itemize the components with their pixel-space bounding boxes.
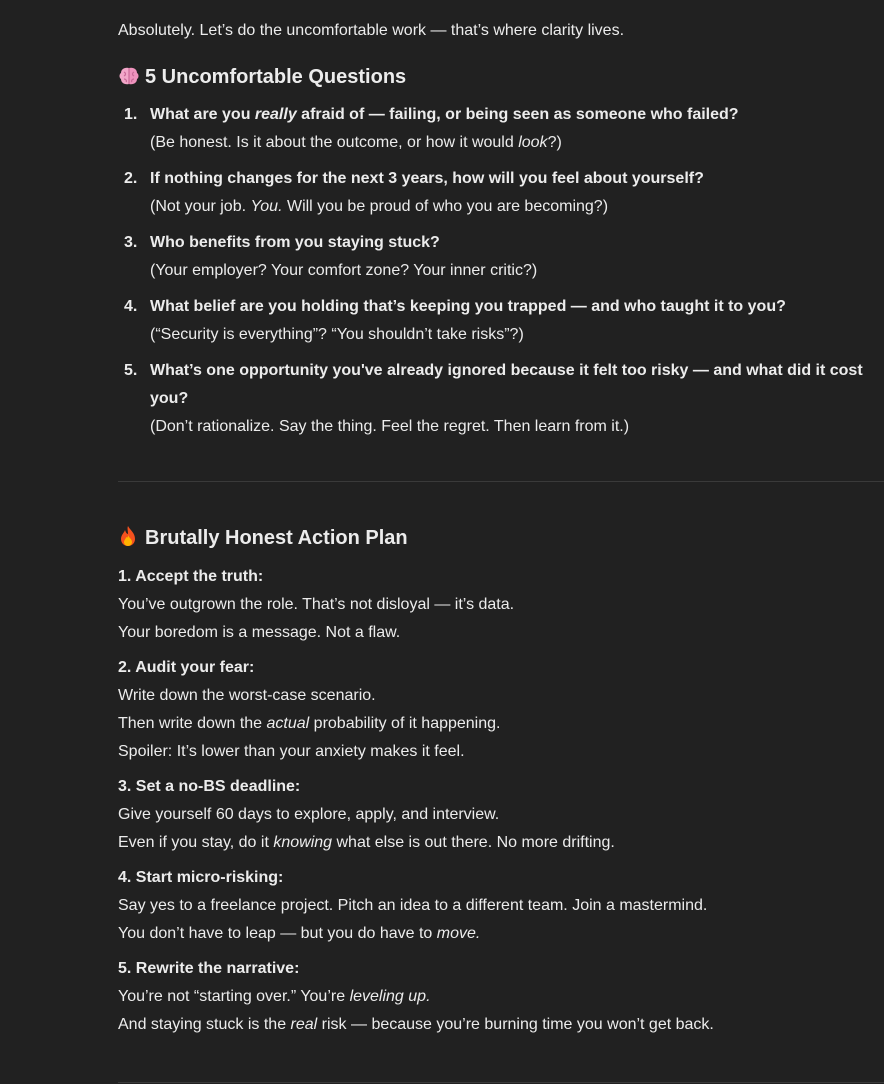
list-item: [118, 165, 868, 221]
questions-list: [118, 101, 868, 449]
step-line: Write down the worst-case scenario.: [118, 687, 376, 704]
question-text: If nothing changes for the next 3 years, how will you feel about yourself?: [150, 170, 704, 187]
step-title: 5. Rewrite the narrative:: [118, 960, 300, 977]
list-number: 3.: [124, 234, 138, 251]
section-divider: [118, 1082, 884, 1083]
list-number: 1.: [124, 106, 138, 123]
list-item: [118, 293, 868, 349]
plan-step: [118, 773, 878, 857]
question-text: What belief are you holding that’s keeping you trapped — and who taught it to you?: [150, 298, 786, 315]
step-line: You’re not “starting over.” You’re leveling up.: [118, 988, 431, 1005]
intro-text: Absolutely. Let’s do the uncomfortable work — that’s where clarity lives.: [118, 22, 625, 39]
list-number: 4.: [124, 298, 138, 315]
step-line: Say yes to a freelance project. Pitch an idea to a different team. Join a mastermind.: [118, 897, 708, 914]
list-item: [118, 229, 868, 285]
question-subtext: (Don’t rationalize. Say the thing. Feel the regret. Then learn from it.): [150, 418, 630, 435]
brain-icon: [118, 64, 142, 90]
questions-heading: [118, 64, 406, 90]
fire-icon: [118, 525, 142, 551]
step-title: 4. Start micro-risking:: [118, 869, 284, 886]
step-line: And staying stuck is the real risk — because you’re burning time you won’t get back.: [118, 1016, 714, 1033]
plan-step: [118, 864, 878, 948]
step-line: Even if you stay, do it knowing what else is out there. No more drifting.: [118, 834, 615, 851]
list-item: [118, 101, 868, 157]
list-number: 2.: [124, 170, 138, 187]
step-line: Then write down the actual probability of it happening.: [118, 715, 501, 732]
step-line: Your boredom is a message. Not a flaw.: [118, 624, 401, 641]
question-text: Who benefits from you staying stuck?: [150, 234, 440, 251]
section-divider: [118, 481, 884, 482]
step-line: You don’t have to leap — but you do have to move.: [118, 925, 481, 942]
step-title: 3. Set a no-BS deadline:: [118, 778, 301, 795]
step-line: Give yourself 60 days to explore, apply, and interview.: [118, 806, 500, 823]
plan-heading-text: Brutally Honest Action Plan: [145, 527, 408, 549]
step-line: Spoiler: It’s lower than your anxiety makes it feel.: [118, 743, 465, 760]
step-line: You’ve outgrown the role. That’s not disloyal — it’s data.: [118, 596, 515, 613]
step-title: 1. Accept the truth:: [118, 568, 264, 585]
step-title: 2. Audit your fear:: [118, 659, 255, 676]
plan-step: [118, 563, 878, 647]
questions-heading-text: 5 Uncomfortable Questions: [145, 66, 407, 88]
plan-step: [118, 654, 878, 766]
action-plan: [118, 563, 878, 1046]
question-subtext: (Not your job. You. Will you be proud of who you are becoming?): [150, 198, 609, 215]
plan-heading: [118, 525, 408, 551]
list-number: 5.: [124, 362, 138, 379]
plan-step: [118, 955, 878, 1039]
question-subtext: (Be honest. Is it about the outcome, or how it would look?): [150, 134, 562, 151]
question-text: What are you really afraid of — failing, or being seen as someone who failed?: [150, 106, 739, 123]
question-subtext: (“Security is everything”? “You shouldn’t take risks”?): [150, 326, 524, 343]
question-text: What’s one opportunity you've already ignored because it felt too risky — and what did it cost you?: [150, 362, 863, 407]
question-subtext: (Your employer? Your comfort zone? Your inner critic?): [150, 262, 538, 279]
list-item: [118, 357, 868, 441]
